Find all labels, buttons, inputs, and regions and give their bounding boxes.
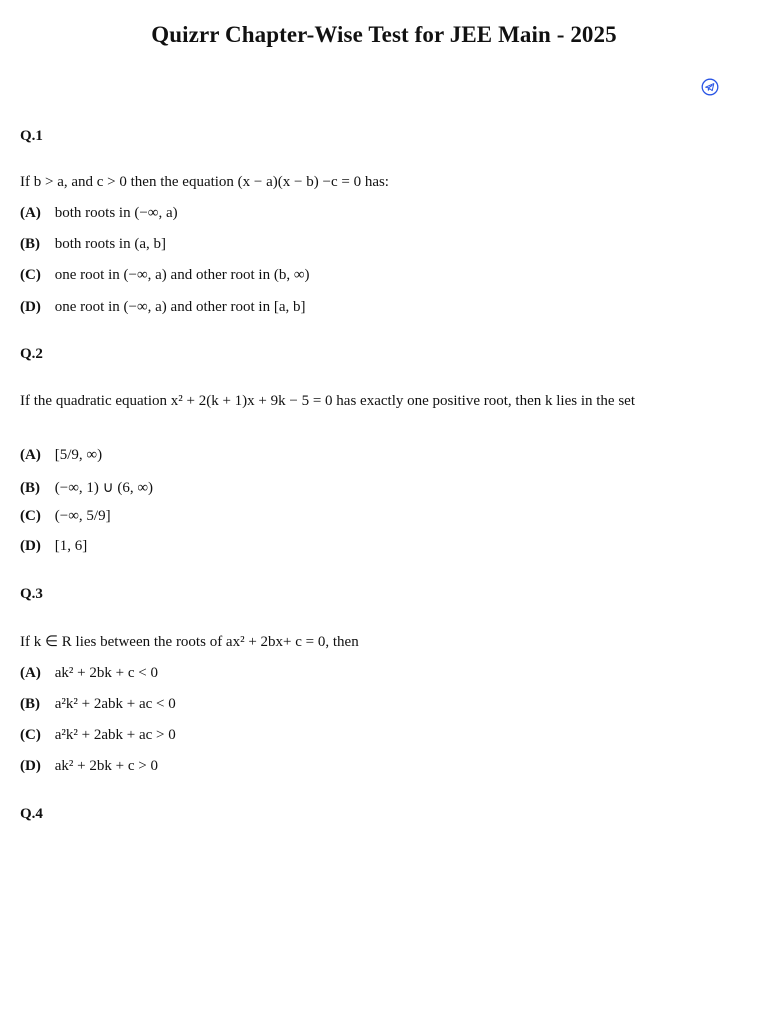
option-label: (C) xyxy=(20,508,41,524)
option-label: (D) xyxy=(20,299,41,315)
option-b[interactable] xyxy=(20,696,176,713)
option-label: (B) xyxy=(20,480,40,496)
option-text: both roots in (a, b] xyxy=(54,236,166,252)
option-label: (A) xyxy=(20,665,41,681)
option-text: both roots in (−∞, a) xyxy=(54,205,178,221)
option-label: (D) xyxy=(20,758,41,774)
option-label: (C) xyxy=(20,727,41,743)
option-label: (B) xyxy=(20,236,40,252)
option-text: a²k² + 2abk + ac < 0 xyxy=(54,696,176,712)
option-b[interactable] xyxy=(20,236,166,253)
option-c[interactable] xyxy=(20,727,176,744)
option-c[interactable] xyxy=(20,267,310,284)
option-label: (C) xyxy=(20,267,41,283)
question-stem: If k ∈ R lies between the roots of ax² + 2bx+ c = 0, then xyxy=(20,634,359,650)
option-d[interactable] xyxy=(20,758,158,775)
option-text: a²k² + 2abk + ac > 0 xyxy=(54,727,176,743)
option-label: (A) xyxy=(20,447,41,463)
option-text: [5/9, ∞) xyxy=(54,447,103,463)
option-text: (−∞, 1) ∪ (6, ∞) xyxy=(54,480,154,496)
question-number: Q.4 xyxy=(20,806,43,822)
option-a[interactable] xyxy=(20,447,102,464)
option-label: (D) xyxy=(20,538,41,554)
option-text: [1, 6] xyxy=(54,538,88,554)
option-c[interactable] xyxy=(20,508,111,525)
option-d[interactable] xyxy=(20,538,87,555)
question-stem: If the quadratic equation x² + 2(k + 1)x + 9k − 5 = 0 has exactly one positive root, then k lies in the set xyxy=(20,393,635,409)
option-label: (B) xyxy=(20,696,40,712)
option-a[interactable] xyxy=(20,665,158,682)
question-stem: If b > a, and c > 0 then the equation (x − a)(x − b) −c = 0 has: xyxy=(20,174,389,190)
option-text: ak² + 2bk + c > 0 xyxy=(54,758,158,774)
question-number: Q.2 xyxy=(20,346,43,362)
option-label: (A) xyxy=(20,205,41,221)
option-b[interactable] xyxy=(20,478,153,497)
option-a[interactable] xyxy=(20,205,178,222)
option-text: one root in (−∞, a) and other root in (b, ∞) xyxy=(54,267,310,283)
option-d[interactable] xyxy=(20,299,306,316)
question-number: Q.1 xyxy=(20,128,43,144)
option-text: ak² + 2bk + c < 0 xyxy=(54,665,158,681)
option-text: (−∞, 5/9] xyxy=(54,508,111,524)
page-title: Quizrr Chapter-Wise Test for JEE Main - 2025 xyxy=(151,22,617,47)
option-text: one root in (−∞, a) and other root in [a, b] xyxy=(54,299,306,315)
telegram-share-icon[interactable] xyxy=(701,78,719,96)
question-number: Q.3 xyxy=(20,586,43,602)
